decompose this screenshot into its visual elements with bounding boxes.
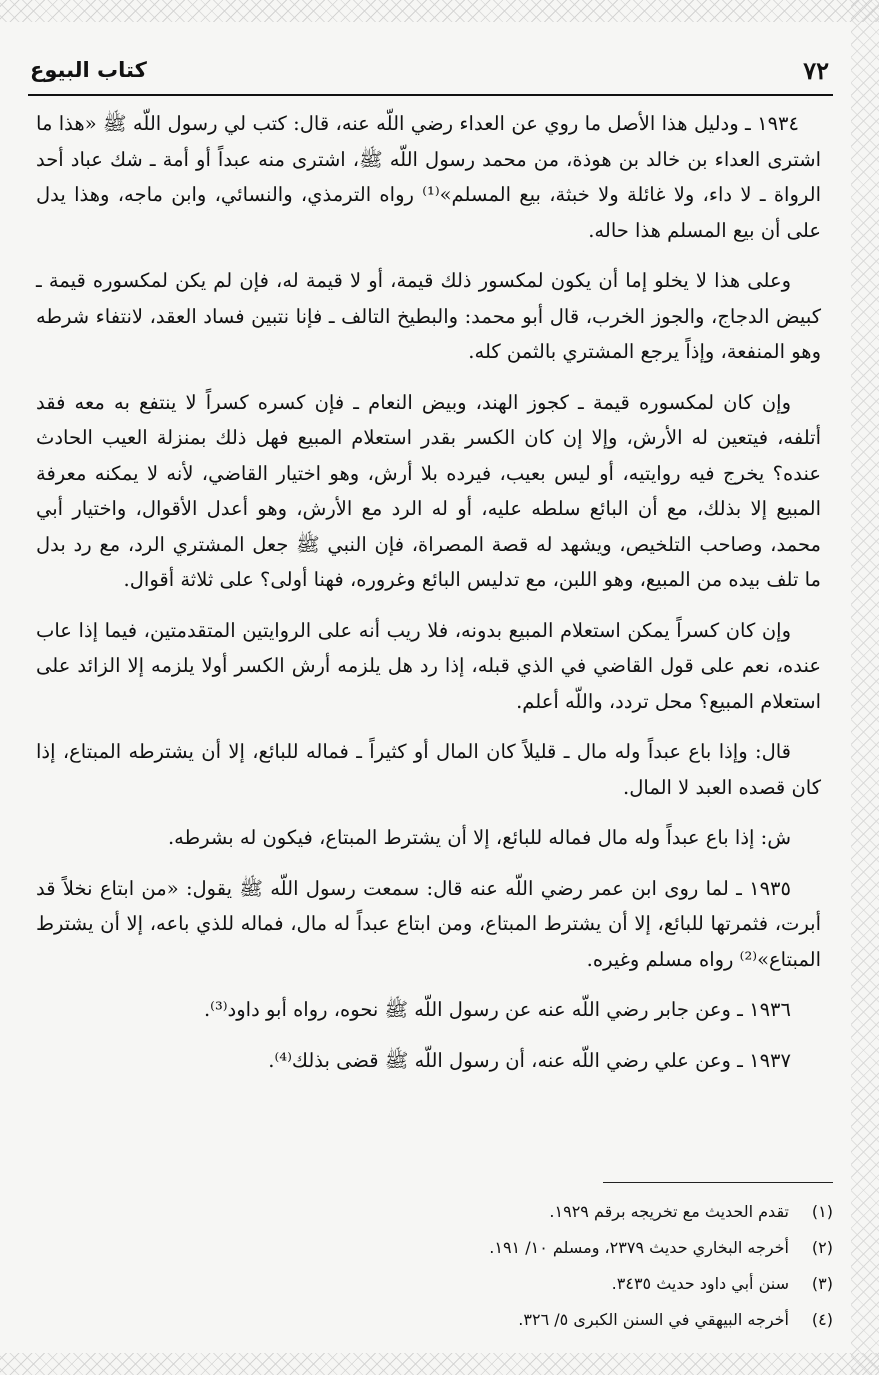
page-header [28, 54, 833, 96]
paragraph-1937: ١٩٣٧ ـ وعن علي رضي اللّه عنه، أن رسول اللّه ﷺ قضى بذلك⁽⁴⁾. [268, 1048, 791, 1072]
footnote-3 [208, 1266, 833, 1302]
paragraph-1934: ١٩٣٤ ـ ودليل هذا الأصل ما روي عن العداء رضي اللّه عنه، قال: كتب لي رسول اللّه ﷺ «هذا ما اشترى العداء بن خالد بن هوذة، من محمد رسول اللّه ﷺ، اشترى منه عبداً أو أمة ـ شك عباد أحد الرواة ـ لا داء، ولا غائلة ولا خبثة، بيع المسلم»⁽¹⁾ رواه الترمذي، والنسائي، وابن ماجه، وهذا يدل على أن بيع المسلم هذا حاله. [36, 112, 821, 242]
book-title: كتاب البيوع [30, 58, 147, 82]
footnote-number: (١) [811, 1202, 833, 1221]
paragraph-no-value: وعلى هذا لا يخلو إما أن يكون لمكسور ذلك قيمة، أو لا قيمة له، فإن لم يكن لمكسوره قيمة ـ كبيض الدجاج، والجوز الخرب، قال أبو محمد: والبطيخ التالف ـ فإنا نتبين فساد العقد، لانتفاء شرطه وهو المنفعة، وإذاً يرجع المشتري بالثمن كله. [36, 269, 821, 363]
paragraph-matn-slave-property: قال: وإذا باع عبداً وله مال ـ قليلاً كان المال أو كثيراً ـ فماله للبائع، إلا أن يشترطه المبتاع، إذا كان قصده العبد لا المال. [36, 740, 821, 799]
footnote-separator [603, 1182, 833, 1183]
footnote-2 [208, 1230, 833, 1266]
paragraph-1936: ١٩٣٦ ـ وعن جابر رضي اللّه عنه عن رسول اللّه ﷺ نحوه، رواه أبو داود⁽³⁾. [203, 998, 791, 1021]
footnote-text: سنن أبي داود حديث ٣٤٣٥. [611, 1274, 789, 1293]
footnote-text: تقدم الحديث مع تخريجه برقم ١٩٢٩. [549, 1202, 789, 1221]
footnote-4 [208, 1302, 833, 1338]
footnote-text: أخرجه البيهقي في السنن الكبرى ٥/ ٣٢٦. [518, 1310, 789, 1329]
paragraph-partial-break: وإن كان كسراً يمكن استعلام المبيع بدونه، فلا ريب أنه على الروايتين المتقدمتين، فيما إذا عاب عنده، نعم على قول القاضي في الذي قبله، إذا رد هل يلزمه أرش الكسر أولا يلزمه إلا الزائد على استعلام المبيع؟ محل تردد، واللّه أعلم. [36, 618, 821, 713]
footnote-1 [208, 1194, 833, 1230]
decorative-border-right [851, 0, 879, 1375]
page-number: ٧٢ [803, 56, 829, 85]
footnote-text: أخرجه البخاري حديث ٢٣٧٩، ومسلم ١٠/ ١٩١. [489, 1238, 789, 1257]
decorative-border-bottom [0, 1353, 879, 1375]
book-page [28, 44, 833, 1344]
body-text [36, 106, 821, 1093]
footnote-number: (٣) [811, 1274, 833, 1293]
footnotes [208, 1194, 833, 1338]
paragraph-1935: ١٩٣٥ ـ لما روى ابن عمر رضي اللّه عنه قال: سمعت رسول اللّه ﷺ يقول: «من ابتاع نخلاً قد أبرت، فثمرتها للبائع، إلا أن يشترط المبتاع، ومن ابتاع عبداً له مال، فماله للذي باعه، إلا أن يشترط المبتاع»⁽²⁾ رواه مسلم وغيره. [36, 876, 821, 971]
decorative-border-top [0, 0, 879, 22]
footnote-number: (٢) [811, 1238, 833, 1257]
paragraph-with-value: وإن كان لمكسوره قيمة ـ كجوز الهند، وبيض النعام ـ فإن كسره كسراً لا ينتفع به معه فقد أتلفه، فيتعين له الأرش، وإلا إن كان الكسر بقدر استعلام المبيع فهل ذلك بمنزلة العيب الحادث عنده؟ يخرج فيه روايتيه، أو ليس بعيب، فيرده بلا أرش، وهو اختيار القاضي، لأنه لا يمكنه معرفة المبيع إلا بذلك، مع أن البائع سلطه عليه، أو له الرد مع الأرش، وهو أعدل الأقوال، واختيار أبي محمد، وصاحب التلخيص، ويشهد له قصة المصراة، فإن النبي ﷺ جعل المشتري الرد، مع رد بدل ما تلف بيده من المبيع، وهو اللبن، مع تدليس البائع وغروره، فهنا أولى؟ على ثلاثة أقوال. [36, 390, 821, 591]
paragraph-sharh: ش: إذا باع عبداً وله مال فماله للبائع، إلا أن يشترط المبتاع، فيكون له بشرطه. [167, 826, 791, 849]
footnote-number: (٤) [811, 1310, 833, 1329]
